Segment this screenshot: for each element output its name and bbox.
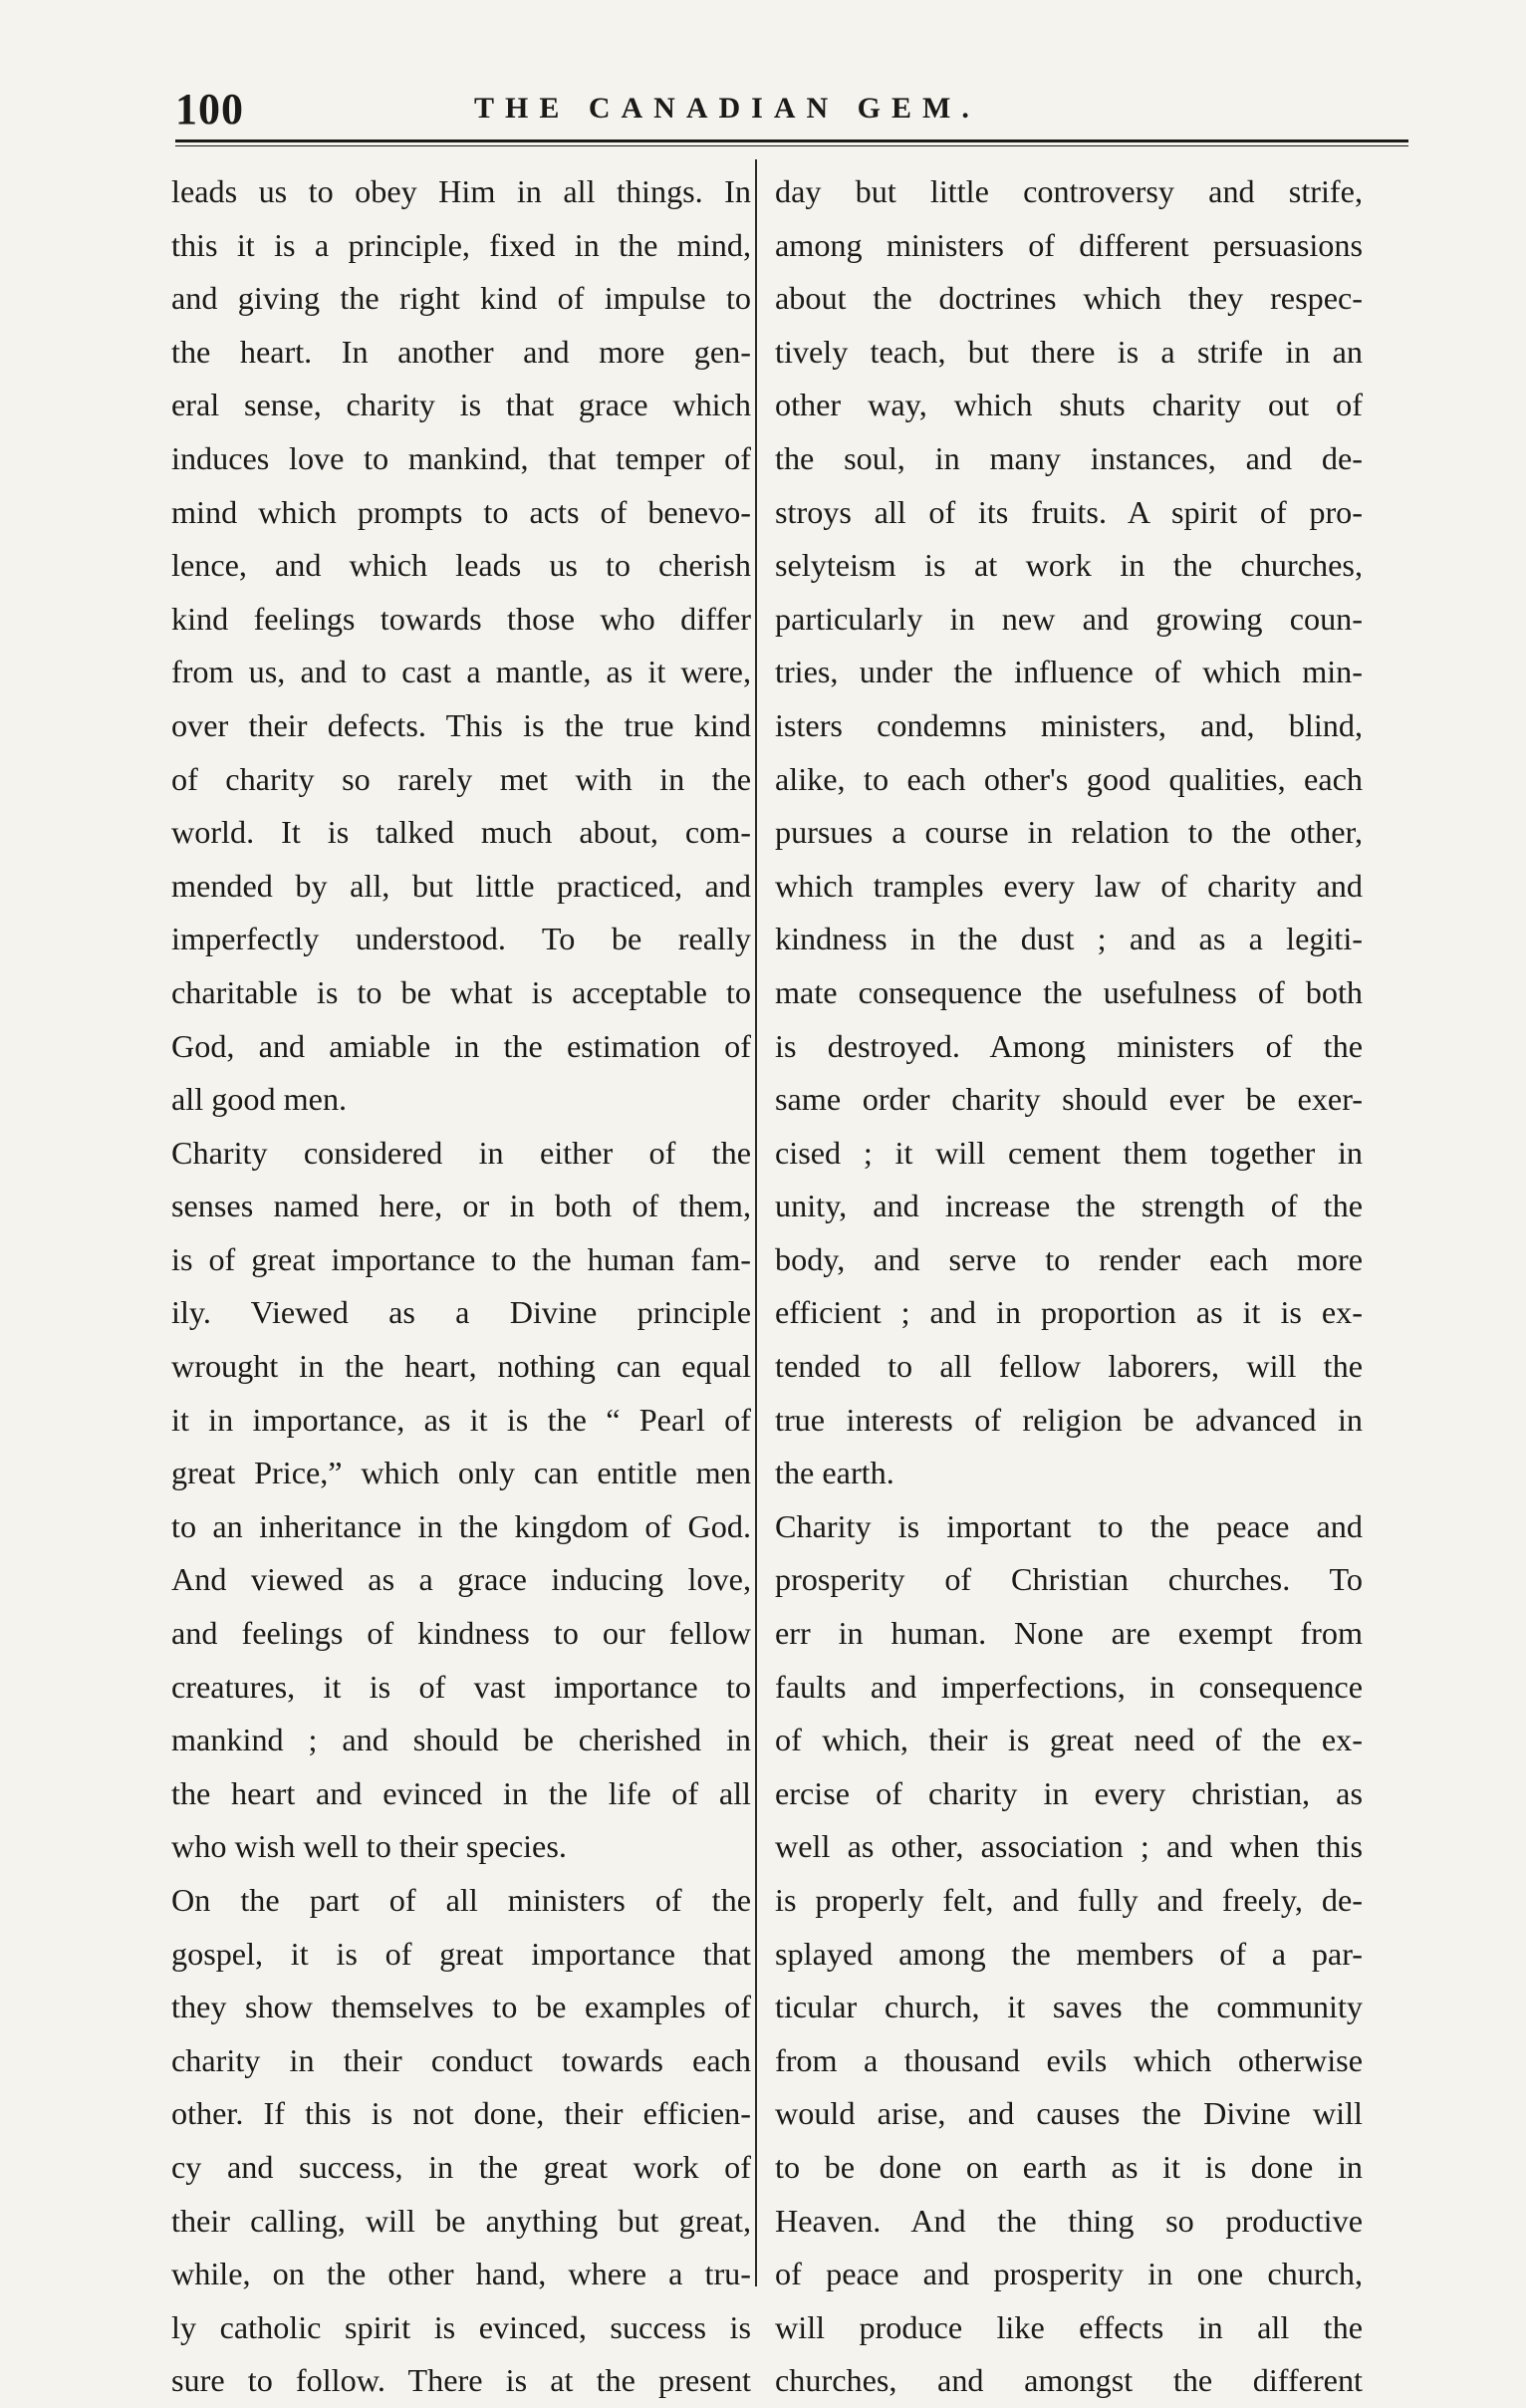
text-line: day but little controversy and strife, bbox=[775, 173, 1363, 209]
text-line: of which, their is great need of the ex- bbox=[775, 1722, 1363, 1758]
text-line: it in importance, as it is the “ Pearl of bbox=[171, 1401, 751, 1438]
text-line: lence, and which leads us to cherish bbox=[171, 547, 751, 584]
text-line: stroys all of its fruits. A spirit of pro- bbox=[775, 493, 1363, 530]
text-line: churches, and amongst the different bbox=[775, 2362, 1363, 2399]
text-line: true interests of religion be advanced in bbox=[775, 1401, 1363, 1438]
text-line: well as other, association ; and when this bbox=[775, 1828, 1363, 1865]
header-rule bbox=[175, 139, 1408, 142]
text-line: isters condemns ministers, and, blind, bbox=[775, 706, 1363, 743]
left-column bbox=[171, 165, 751, 2408]
header-rule-thin bbox=[175, 145, 1408, 146]
text-line: their calling, will be anything but great, bbox=[171, 2202, 751, 2239]
text-line: creatures, it is of vast importance to bbox=[171, 1668, 751, 1705]
right-column bbox=[775, 165, 1363, 2408]
page-header bbox=[175, 84, 1408, 143]
text-line: would arise, and causes the Divine will bbox=[775, 2095, 1363, 2132]
text-line: prosperity of Christian churches. To bbox=[775, 1561, 1363, 1598]
text-line: err in human. None are exempt from bbox=[775, 1615, 1363, 1652]
running-title: THE CANADIAN GEM. bbox=[474, 92, 980, 125]
text-line: over their defects. This is the true kind bbox=[171, 706, 751, 743]
text-line: this it is a principle, fixed in the mind, bbox=[171, 226, 751, 263]
text-line: while, on the other hand, where a tru- bbox=[171, 2256, 751, 2292]
text-line: efficient ; and in proportion as it is ex- bbox=[775, 1294, 1363, 1331]
text-line: who wish well to their species. bbox=[171, 1828, 567, 1865]
text-line: all good men. bbox=[171, 1081, 348, 1118]
text-line: senses named here, or in both of them, bbox=[171, 1188, 751, 1224]
text-line: charity in their conduct towards each bbox=[171, 2041, 751, 2078]
text-line: from a thousand evils which otherwise bbox=[775, 2041, 1363, 2078]
text-line: selyteism is at work in the churches, bbox=[775, 547, 1363, 584]
text-line: mended by all, but little practiced, and bbox=[171, 867, 751, 904]
text-line: induces love to mankind, that temper of bbox=[171, 439, 751, 476]
text-line: kind feelings towards those who differ bbox=[171, 600, 751, 637]
text-line: mate consequence the usefulness of both bbox=[775, 973, 1363, 1010]
text-line: and feelings of kindness to our fellow bbox=[171, 1615, 751, 1652]
text-line: unity, and increase the strength of the bbox=[775, 1188, 1363, 1224]
text-line: kindness in the dust ; and as a legiti- bbox=[775, 921, 1363, 957]
text-line: about the doctrines which they respec- bbox=[775, 280, 1363, 317]
text-line: eral sense, charity is that grace which bbox=[171, 387, 751, 423]
text-line: the heart. In another and more gen- bbox=[171, 333, 751, 370]
text-line: imperfectly understood. To be really bbox=[171, 921, 751, 957]
text-line: the earth. bbox=[775, 1455, 894, 1491]
text-line: faults and imperfections, in consequence bbox=[775, 1668, 1363, 1705]
text-line: and giving the right kind of impulse to bbox=[171, 280, 751, 317]
text-line: tended to all fellow laborers, will the bbox=[775, 1348, 1363, 1385]
text-line: particularly in new and growing coun- bbox=[775, 600, 1363, 637]
text-line: world. It is talked much about, com- bbox=[171, 814, 751, 851]
text-line: God, and amiable in the estimation of bbox=[171, 1027, 751, 1064]
text-line: from us, and to cast a mantle, as it were, bbox=[171, 654, 751, 690]
text-line: is of great importance to the human fam- bbox=[171, 1240, 751, 1277]
text-line: they show themselves to be examples of bbox=[171, 1989, 751, 2025]
text-line: leads us to obey Him in all things. In bbox=[171, 173, 751, 209]
text-line: of peace and prosperity in one church, bbox=[775, 2256, 1363, 2292]
text-line: splayed among the members of a par- bbox=[775, 1935, 1363, 1972]
text-line: tries, under the influence of which min- bbox=[775, 654, 1363, 690]
text-line: other way, which shuts charity out of bbox=[775, 387, 1363, 423]
text-line: of charity so rarely met with in the bbox=[171, 760, 751, 797]
text-line: great Price,” which only can entitle men bbox=[171, 1455, 751, 1491]
text-line: to be done on earth as it is done in bbox=[775, 2148, 1363, 2185]
column-divider bbox=[755, 159, 757, 2286]
text-line: ercise of charity in every christian, as bbox=[775, 1774, 1363, 1811]
text-line: sure to follow. There is at the present bbox=[171, 2362, 751, 2399]
text-line: Charity considered in either of the bbox=[171, 1134, 751, 1171]
text-line: wrought in the heart, nothing can equal bbox=[171, 1348, 751, 1385]
text-line: is destroyed. Among ministers of the bbox=[775, 1027, 1363, 1064]
text-line: mankind ; and should be cherished in bbox=[171, 1722, 751, 1758]
text-line: which tramples every law of charity and bbox=[775, 867, 1363, 904]
page-number: 100 bbox=[175, 85, 244, 134]
text-line: ticular church, it saves the community bbox=[775, 1989, 1363, 2025]
text-line: the soul, in many instances, and de- bbox=[775, 439, 1363, 476]
text-line: cy and success, in the great work of bbox=[171, 2148, 751, 2185]
text-line: ly catholic spirit is evinced, success is bbox=[171, 2308, 751, 2345]
text-line: same order charity should ever be exer- bbox=[775, 1081, 1363, 1118]
text-line: is properly felt, and fully and freely, de- bbox=[775, 1882, 1363, 1918]
text-line: pursues a course in relation to the other, bbox=[775, 814, 1363, 851]
text-line: among ministers of different persuasions bbox=[775, 226, 1363, 263]
text-line: the heart and evinced in the life of all bbox=[171, 1774, 751, 1811]
text-line: gospel, it is of great importance that bbox=[171, 1935, 751, 1972]
text-line: tively teach, but there is a strife in an bbox=[775, 333, 1363, 370]
text-line: And viewed as a grace inducing love, bbox=[171, 1561, 751, 1598]
text-line: Heaven. And the thing so productive bbox=[775, 2202, 1363, 2239]
text-line: body, and serve to render each more bbox=[775, 1240, 1363, 1277]
text-line: other. If this is not done, their efficien- bbox=[171, 2095, 751, 2132]
text-line: mind which prompts to acts of benevo- bbox=[171, 493, 751, 530]
text-line: cised ; it will cement them together in bbox=[775, 1134, 1363, 1171]
text-line: On the part of all ministers of the bbox=[171, 1882, 751, 1918]
text-line: to an inheritance in the kingdom of God. bbox=[171, 1507, 751, 1544]
text-line: will produce like effects in all the bbox=[775, 2308, 1363, 2345]
text-line: Charity is important to the peace and bbox=[775, 1507, 1363, 1544]
text-line: charitable is to be what is acceptable to bbox=[171, 973, 751, 1010]
text-line: alike, to each other's good qualities, each bbox=[775, 760, 1363, 797]
text-line: ily. Viewed as a Divine principle bbox=[171, 1294, 751, 1331]
